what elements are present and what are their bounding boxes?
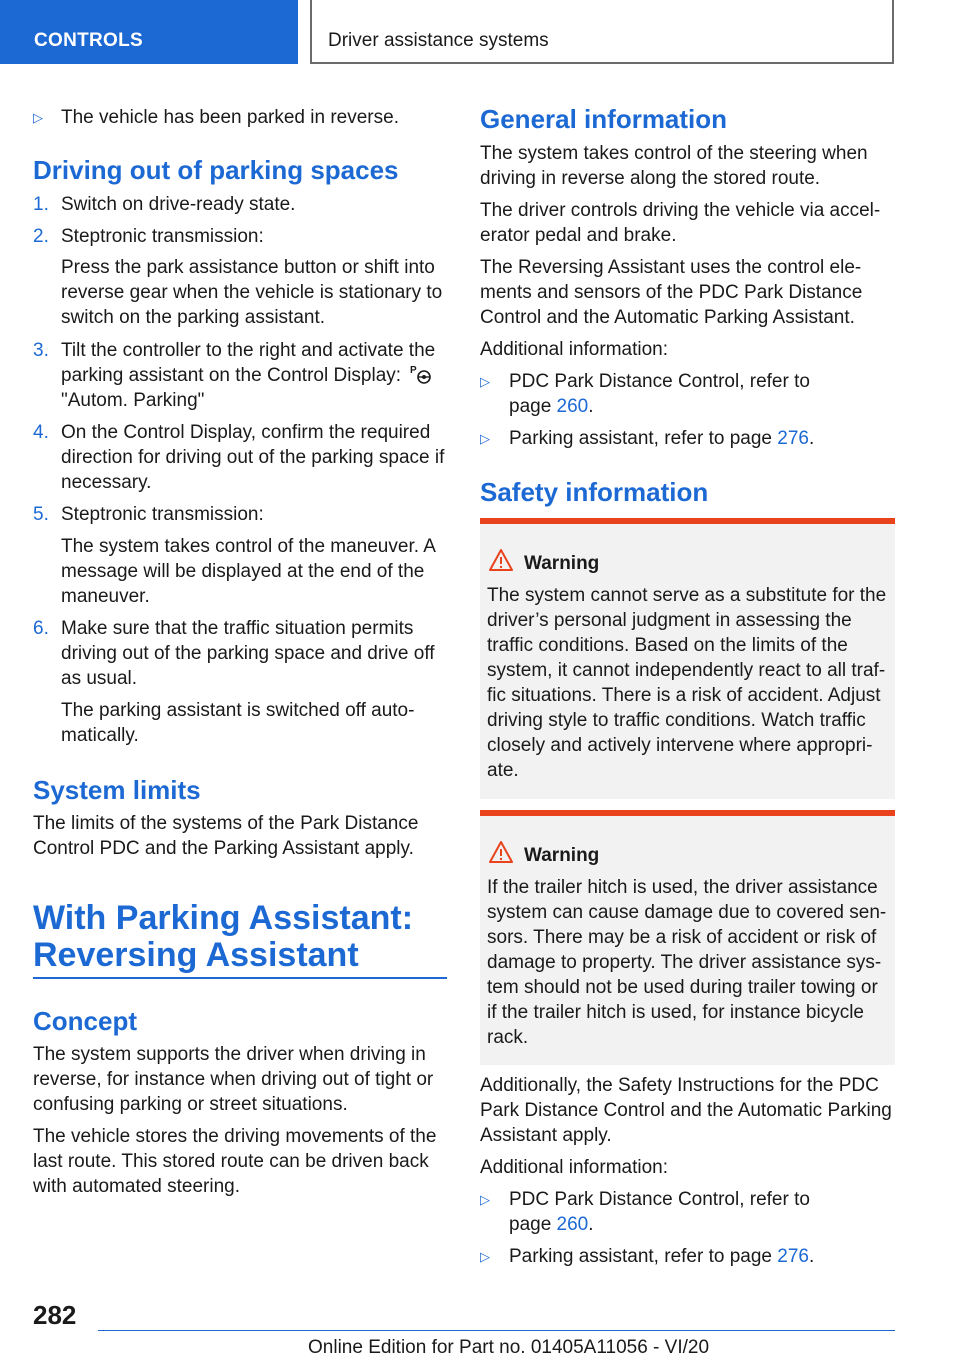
link-prefix: page	[509, 1214, 557, 1235]
paragraph-line: Control and the Automatic Parking Assistant.	[480, 307, 855, 328]
paragraph-line: Park Distance Control and the Automatic Parking	[480, 1100, 892, 1121]
link-suffix: .	[808, 428, 815, 449]
step-number: 6.	[33, 618, 49, 639]
step-text: Switch on drive-ready state.	[61, 194, 296, 215]
bullet-text	[509, 426, 814, 451]
bullet-text	[509, 1212, 594, 1237]
paragraph-line: Assistant apply.	[480, 1125, 612, 1146]
section-heading-general: General information	[480, 104, 728, 134]
step-number: 3.	[33, 340, 49, 361]
warning-text-line: rack.	[487, 1027, 529, 1048]
step-text: Steptronic transmission:	[61, 226, 264, 247]
step-number: 2.	[33, 226, 49, 247]
bullet-triangle-icon: ▷	[480, 1192, 490, 1207]
bullet-triangle-icon: ▷	[480, 1249, 490, 1264]
link-prefix: Parking assistant, refer to page	[509, 1246, 778, 1267]
chapter-tab	[310, 0, 894, 64]
paragraph-line: The system supports the driver when driving in	[33, 1044, 426, 1065]
paragraph-line: Additionally, the Safety Instructions for the PDC	[480, 1075, 879, 1096]
bullet-text: The vehicle has been parked in reverse.	[61, 107, 399, 128]
paragraph-line: last route. This stored route can be driven back	[33, 1151, 429, 1172]
section-heading-driving-out: Driving out of parking spaces	[33, 155, 399, 185]
link-prefix: page	[509, 396, 557, 417]
warning-text-line: ate.	[487, 760, 519, 781]
step-text	[61, 363, 401, 388]
page-link-276[interactable]: 276	[777, 1246, 809, 1267]
step-text: necessary.	[61, 472, 152, 493]
step-subtext: reverse gear when the vehicle is stationary to	[61, 282, 443, 303]
paragraph-line: The driver controls driving the vehicle via accel-	[480, 200, 881, 221]
paragraph-line: reverse, for instance when driving out of tight or	[33, 1069, 434, 1090]
step-text: as usual.	[61, 668, 138, 689]
footer-rule	[98, 1330, 895, 1331]
bullet-triangle-icon: ▷	[480, 431, 490, 446]
paragraph-line: erator pedal and brake.	[480, 225, 677, 246]
step-subtext: maneuver.	[61, 586, 150, 607]
link-suffix: .	[808, 1246, 815, 1267]
page-number: 282	[33, 1300, 77, 1330]
step-text: On the Control Display, confirm the required	[61, 422, 431, 443]
additional-info-label: Additional information:	[480, 1157, 668, 1178]
warning-box	[480, 518, 895, 799]
bullet-text	[509, 1244, 814, 1269]
warning-text-line: driving style to traffic conditions. Watch traffic	[487, 710, 866, 731]
step-number: 1.	[33, 194, 49, 215]
bullet-text: PDC Park Distance Control, refer to	[509, 1189, 810, 1210]
step-subtext: The system takes control of the maneuver. A	[61, 536, 436, 557]
chapter-heading-line2: Reversing Assistant	[33, 936, 359, 974]
link-suffix: .	[588, 396, 594, 417]
warning-text-line: If the trailer hitch is used, the driver assistance	[487, 877, 878, 898]
section-heading-system-limits: System limits	[33, 775, 201, 805]
link-prefix: Parking assistant, refer to page	[509, 428, 778, 449]
warning-text-line: tem should not be used during trailer towing or	[487, 977, 878, 998]
paragraph-line: The vehicle stores the driving movements of the	[33, 1126, 437, 1147]
page-link-276[interactable]: 276	[777, 428, 809, 449]
additional-info-label: Additional information:	[480, 339, 668, 360]
step-number: 4.	[33, 422, 49, 443]
step-subtext: switch on the parking assistant.	[61, 307, 326, 328]
parking-assistant-icon	[408, 363, 434, 385]
step-text-line: parking assistant on the Control Display:	[61, 365, 402, 386]
step-text: driving out of the parking space and drive off	[61, 643, 435, 664]
warning-text-line: fic situations. There is a risk of accident. Adjust	[487, 685, 881, 706]
warning-title: Warning	[524, 845, 600, 866]
warning-text-line: damage to property. The driver assistance sys-	[487, 952, 882, 973]
link-suffix: .	[588, 1214, 594, 1235]
step-subtext: matically.	[61, 725, 139, 746]
step-text: Tilt the controller to the right and activate the	[61, 340, 436, 361]
bullet-text: PDC Park Distance Control, refer to	[509, 371, 810, 392]
paragraph-line: Control PDC and the Parking Assistant apply.	[33, 838, 414, 859]
chapter-heading-line1: With Parking Assistant:	[33, 899, 414, 937]
warning-triangle-icon	[488, 548, 514, 572]
paragraph-line: ments and sensors of the PDC Park Distance	[480, 282, 863, 303]
footer-edition: Online Edition for Part no. 01405A11056 - VI/20	[308, 1337, 710, 1358]
bullet-triangle-icon: ▷	[480, 374, 490, 389]
warning-text-line: traffic conditions. Based on the limits of the	[487, 635, 848, 656]
step-text: Make sure that the traffic situation permits	[61, 618, 414, 639]
step-text: Steptronic transmission:	[61, 504, 264, 525]
warning-box	[480, 810, 895, 1065]
warning-text-line: The system cannot serve as a substitute for the	[487, 585, 887, 606]
section-heading-safety: Safety information	[480, 477, 709, 507]
bullet-triangle-icon: ▷	[33, 110, 43, 125]
warning-title: Warning	[524, 553, 600, 574]
section-heading-concept: Concept	[33, 1006, 137, 1036]
step-text: direction for driving out of the parking space if	[61, 447, 445, 468]
paragraph-line: driving in reverse along the stored route.	[480, 168, 821, 189]
section-tab	[0, 0, 298, 64]
step-text: "Autom. Parking"	[61, 390, 205, 411]
heading-underline	[33, 977, 447, 979]
warning-text-line: system, it cannot independently react to all traf-	[487, 660, 886, 681]
paragraph-line: The limits of the systems of the Park Distance	[33, 813, 419, 834]
paragraph-line: confusing parking or street situations.	[33, 1094, 348, 1115]
chapter-title: Driver assistance systems	[328, 30, 549, 51]
step-number: 5.	[33, 504, 49, 525]
warning-triangle-icon	[488, 840, 514, 864]
paragraph-line: The Reversing Assistant uses the control ele-	[480, 257, 862, 278]
warning-text-line: closely and actively intervene where appropri-	[487, 735, 873, 756]
bullet-text	[509, 394, 594, 419]
page-link-260[interactable]: 260	[556, 396, 589, 417]
step-subtext: The parking assistant is switched off auto-	[61, 700, 415, 721]
warning-text-line: if the trailer hitch is used, for instance bicycle	[487, 1002, 865, 1023]
warning-text-line: sors. There may be a risk of accident or risk of	[487, 927, 877, 948]
step-subtext: message will be displayed at the end of the	[61, 561, 425, 582]
section-title: CONTROLS	[34, 30, 144, 51]
step-subtext: Press the park assistance button or shift into	[61, 257, 435, 278]
paragraph-line: The system takes control of the steering when	[480, 143, 868, 164]
warning-text-line: system can cause damage due to covered sen-	[487, 902, 887, 923]
warning-text-line: driver’s personal judgment in assessing the	[487, 610, 852, 631]
svg-text:P: P	[410, 365, 417, 376]
page-link-260[interactable]: 260	[556, 1214, 589, 1235]
paragraph-line: with automated steering.	[33, 1176, 241, 1197]
